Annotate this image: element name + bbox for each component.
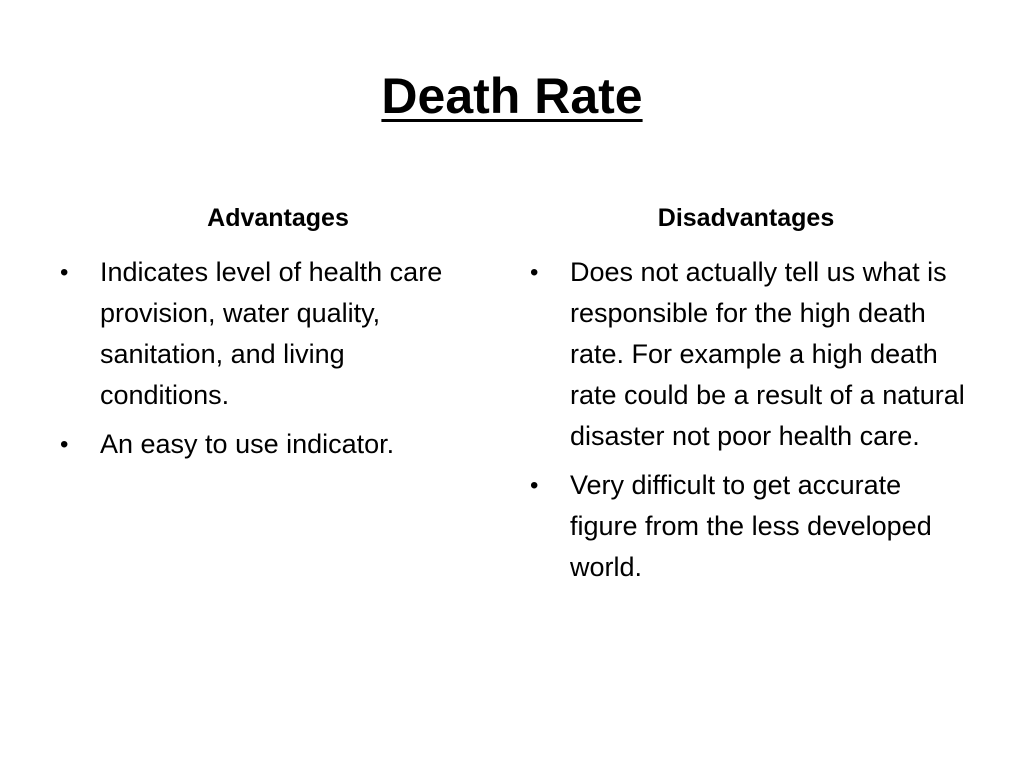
advantages-column [56,198,456,473]
advantages-list [56,252,456,465]
disadvantages-list [526,252,966,588]
disadvantages-heading: Disadvantages [657,204,835,232]
bullet-icon: • [60,431,69,458]
list-item [56,424,456,465]
bullet-icon: • [530,259,539,286]
disadvantages-column [526,198,966,596]
bullet-icon: • [60,259,69,286]
advantages-heading: Advantages [207,204,349,232]
slide-title: Death Rate [381,68,643,124]
list-item-text: Does not actually tell us what is responsible for the high death rate. For example a high death rate could be a result of a natural disaster not poor health care. [570,257,965,451]
list-item-text: Very difficult to get accurate figure from the less developed world. [570,470,932,582]
bullet-icon: • [530,472,539,499]
list-item [56,252,456,416]
list-item-text: Indicates level of health care provision, water quality, sanitation, and living conditions. [100,257,443,410]
list-item [526,465,966,588]
list-item-text: An easy to use indicator. [100,429,395,459]
list-item [526,252,966,457]
